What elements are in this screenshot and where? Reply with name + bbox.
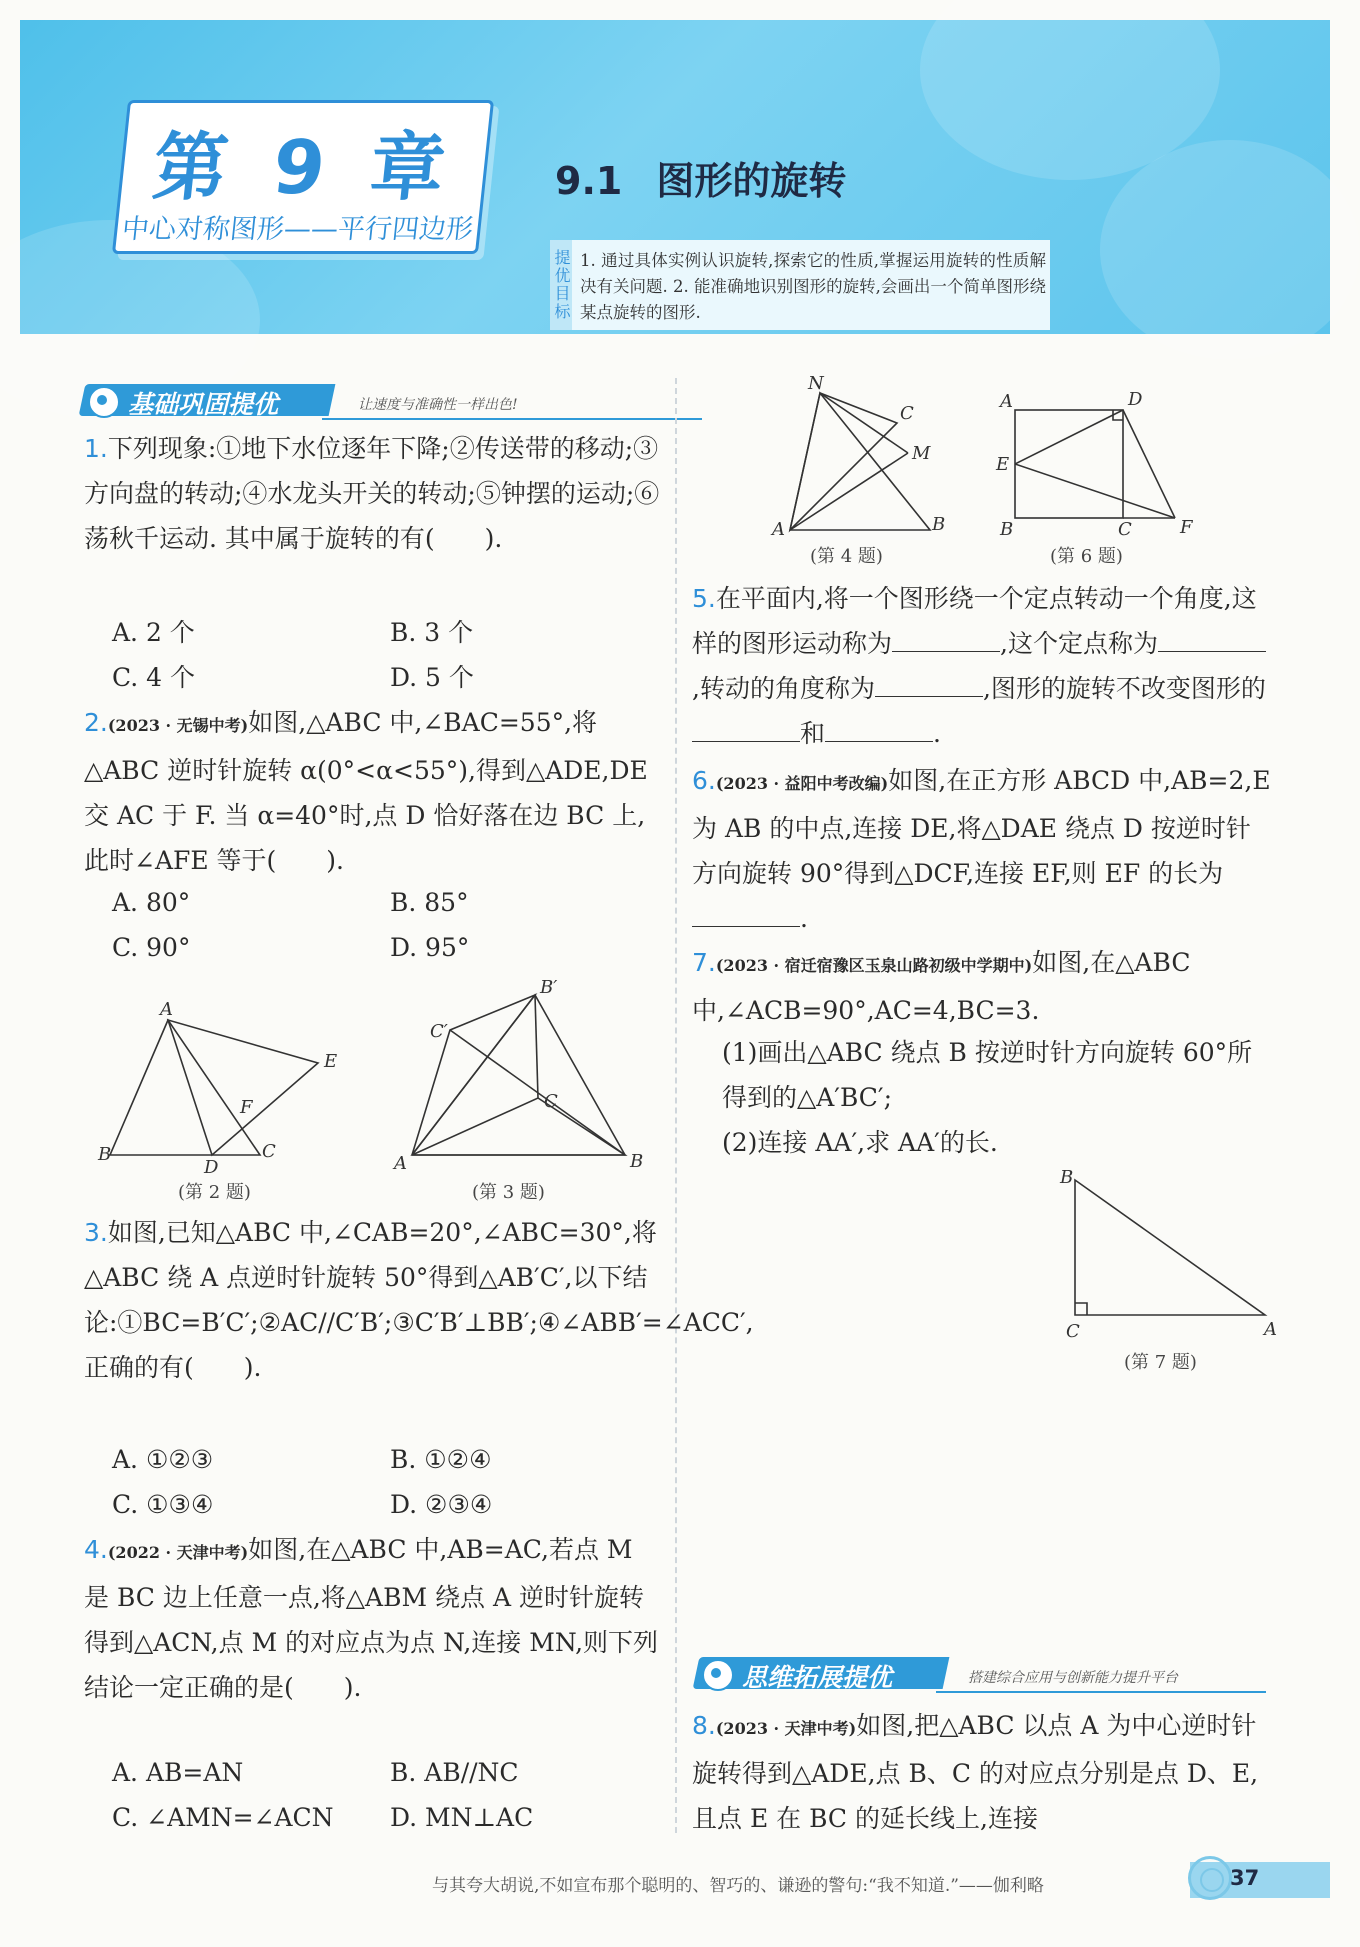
question-6: [692, 758, 1272, 941]
question-number: 8.: [692, 1711, 716, 1740]
figure-6-caption: (第 6 题): [1050, 546, 1123, 567]
question-text: ,转动的角度称为: [692, 674, 875, 703]
label-B: B: [1000, 519, 1014, 540]
section-label: 思维拓展提优: [742, 1663, 893, 1692]
question-number: 1.: [84, 434, 108, 463]
chapter-banner: [20, 20, 1330, 334]
question-number: 5.: [692, 584, 716, 613]
question-5: [692, 576, 1272, 756]
figure-6: [990, 385, 1200, 540]
question-text: 和: [800, 719, 826, 748]
question-text: .: [933, 719, 941, 748]
label-F: F: [1180, 517, 1193, 538]
option-d[interactable]: D. 95°: [390, 933, 470, 962]
label-E: E: [996, 454, 1010, 475]
label-C: C: [1118, 519, 1132, 540]
question-text: 如图,△ABC 中,∠BAC=55°,将△ABC 逆时针旋转 α(0°<α<55°),得到△ADE,DE 交 AC 于 F. 当 α=40°时,点 D 恰好落在边 BC 上,此时∠AFE 等于( ).: [84, 708, 648, 875]
question-text: 在平面内,将一个图形绕一个定点转动一个角度,这样的图形运动称为: [692, 584, 1257, 658]
section-slogan: 搭建综合应用与创新能力提升平台: [968, 1670, 1178, 1686]
label-D: D: [204, 1157, 219, 1178]
option-c[interactable]: C. 4 个: [112, 663, 195, 692]
label-C: C: [544, 1091, 558, 1112]
figure-4: [760, 375, 960, 540]
question-8: [692, 1703, 1272, 1841]
option-c[interactable]: C. 90°: [112, 933, 191, 962]
answer-blank[interactable]: [825, 711, 933, 742]
question-text: 如图,在△ABC 中,AB=AC,若点 M 是 BC 边上任意一点,将△ABM 绕点 A 逆时针旋转得到△ACN,点 M 的对应点为点 N,连接 MN,则下列结论一定正确的是( ).: [84, 1535, 659, 1702]
label-D: D: [1128, 389, 1143, 410]
question-1: [84, 426, 664, 561]
option-a[interactable]: A. AB=AN: [112, 1758, 244, 1787]
chapter-box: [112, 100, 494, 254]
question-source: (2022 · 天津中考): [107, 1543, 249, 1562]
section-header-basic: [82, 380, 642, 420]
question-text: 如图,已知△ABC 中,∠CAB=20°,∠ABC=30°,将△ABC 绕 A 点逆时针旋转 50°得到△AB′C′,以下结论:①BC=B′C′;②AC//C′B′;③C′B′⊥BB′;④∠ABB′=∠ACC′,正确的有( ).: [84, 1218, 754, 1382]
option-b[interactable]: B. ①②④: [390, 1445, 492, 1474]
question-text: .: [800, 904, 808, 933]
label-C: C: [900, 403, 914, 424]
question-text: ,这个定点称为: [1000, 629, 1158, 658]
spiral-icon: [1188, 1856, 1232, 1900]
option-a[interactable]: A. ①②③: [112, 1445, 214, 1474]
question-source: (2023 · 益阳中考改编): [715, 774, 889, 793]
question-number: 6.: [692, 766, 716, 795]
label-F: F: [240, 1097, 253, 1118]
answer-blank[interactable]: [875, 666, 983, 697]
question-7-part-2: (2)连接 AA′,求 AA′的长.: [722, 1128, 998, 1157]
atom-icon: [702, 1659, 734, 1691]
learning-goal-box: [550, 240, 1050, 330]
question-number: 2.: [84, 708, 108, 737]
footer-quote: 与其夸大胡说,不如宣布那个聪明的、智巧的、谦逊的警句:“我不知道.”——伽利略: [432, 1876, 1044, 1896]
section-header-extended: [696, 1653, 1276, 1693]
option-c[interactable]: C. ①③④: [112, 1490, 214, 1519]
question-text: 如图,在正方形 ABCD 中,AB=2,E 为 AB 的中点,连接 DE,将△DAE 绕点 D 按逆时针方向旋转 90°得到△DCF,连接 EF,则 EF 的长为: [692, 766, 1271, 888]
label-B: B: [630, 1151, 644, 1172]
option-d[interactable]: D. 5 个: [390, 663, 474, 692]
question-source: (2023 · 天津中考): [715, 1719, 857, 1738]
figure-3: [390, 975, 650, 1175]
question-text: ,图形的旋转不改变图形的: [982, 674, 1266, 703]
label-B: B: [1060, 1167, 1074, 1188]
label-B: B: [932, 514, 946, 535]
option-b[interactable]: B. 85°: [390, 888, 469, 917]
target-icon: [88, 386, 120, 418]
goal-tag: 提优目标: [550, 240, 572, 330]
label-A: A: [160, 999, 173, 1020]
column-divider: [675, 378, 677, 1833]
figure-2-caption: (第 2 题): [178, 1182, 251, 1203]
figure-3-caption: (第 3 题): [472, 1182, 545, 1203]
question-2: [84, 700, 664, 883]
option-d[interactable]: D. ②③④: [390, 1490, 493, 1519]
page-number: 37: [1230, 1866, 1260, 1890]
figure-7: [1050, 1165, 1280, 1345]
question-7-part-1: (1)画出△ABC 绕点 B 按逆时针方向旋转 60°所得到的△A′BC′;: [722, 1038, 1253, 1112]
label-C: C: [1066, 1321, 1080, 1342]
section-title: [555, 150, 846, 205]
question-source: (2023 · 无锡中考): [107, 716, 249, 735]
question-source: (2023 · 宿迁宿豫区玉泉山路初级中学期中): [715, 956, 1033, 975]
question-4: [84, 1527, 664, 1710]
label-Cprime: C′: [430, 1021, 448, 1042]
question-text: 下列现象:①地下水位逐年下降;②传送带的移动;③方向盘的转动;④水龙头开关的转动;⑤钟摆的运动;⑥荡秋千运动. 其中属于旋转的有( ).: [84, 434, 660, 553]
question-number: 3.: [84, 1218, 108, 1247]
question-3: [84, 1210, 754, 1390]
question-number: 4.: [84, 1535, 108, 1564]
label-C: C: [262, 1141, 276, 1162]
section-number: 9.1: [555, 159, 623, 203]
question-text: 如图,把△ABC 以点 A 为中心逆时针旋转得到△ADE,点 B、C 的对应点分别是点 D、E,且点 E 在 BC 的延长线上,连接: [692, 1711, 1259, 1833]
label-A: A: [1264, 1319, 1277, 1340]
question-text: 如图,在△ABC 中,∠ACB=90°,AC=4,BC=3.: [692, 948, 1191, 1025]
question-number: 7.: [692, 948, 716, 977]
answer-blank[interactable]: [1158, 621, 1266, 652]
label-B: B: [98, 1144, 112, 1165]
label-A: A: [394, 1153, 407, 1174]
option-d[interactable]: D. MN⊥AC: [390, 1803, 534, 1832]
answer-blank[interactable]: [892, 621, 1000, 652]
option-b[interactable]: B. AB//NC: [390, 1758, 519, 1787]
question-7: [692, 940, 1272, 1033]
label-A: A: [772, 519, 785, 540]
label-M: M: [912, 443, 931, 464]
answer-blank[interactable]: [692, 896, 800, 927]
goal-text: 1. 通过具体实例认识旋转,探索它的性质,掌握运用旋转的性质解决有关问题. 2. 能准确地识别图形的旋转,会画出一个简单图形绕某点旋转的图形.: [580, 251, 1046, 322]
option-a[interactable]: A. 2 个: [112, 618, 195, 647]
figure-4-caption: (第 4 题): [810, 546, 883, 567]
figure-7-caption: (第 7 题): [1124, 1352, 1197, 1373]
answer-blank[interactable]: [692, 711, 800, 742]
section-slogan: 让速度与准确性一样出色!: [358, 397, 518, 413]
section-name: 图形的旋转: [656, 159, 847, 203]
label-N: N: [808, 373, 824, 394]
label-A: A: [1000, 391, 1013, 412]
option-b[interactable]: B. 3 个: [390, 618, 474, 647]
label-Bprime: B′: [540, 977, 558, 998]
label-E: E: [324, 1051, 338, 1072]
section-label: 基础巩固提优: [128, 390, 279, 419]
chapter-subtitle: 中心对称图形——平行四边形: [120, 214, 475, 245]
option-c[interactable]: C. ∠AMN=∠ACN: [112, 1803, 334, 1832]
option-a[interactable]: A. 80°: [112, 888, 191, 917]
figure-2: [98, 995, 350, 1178]
chapter-title: 第 9 章: [148, 125, 459, 211]
